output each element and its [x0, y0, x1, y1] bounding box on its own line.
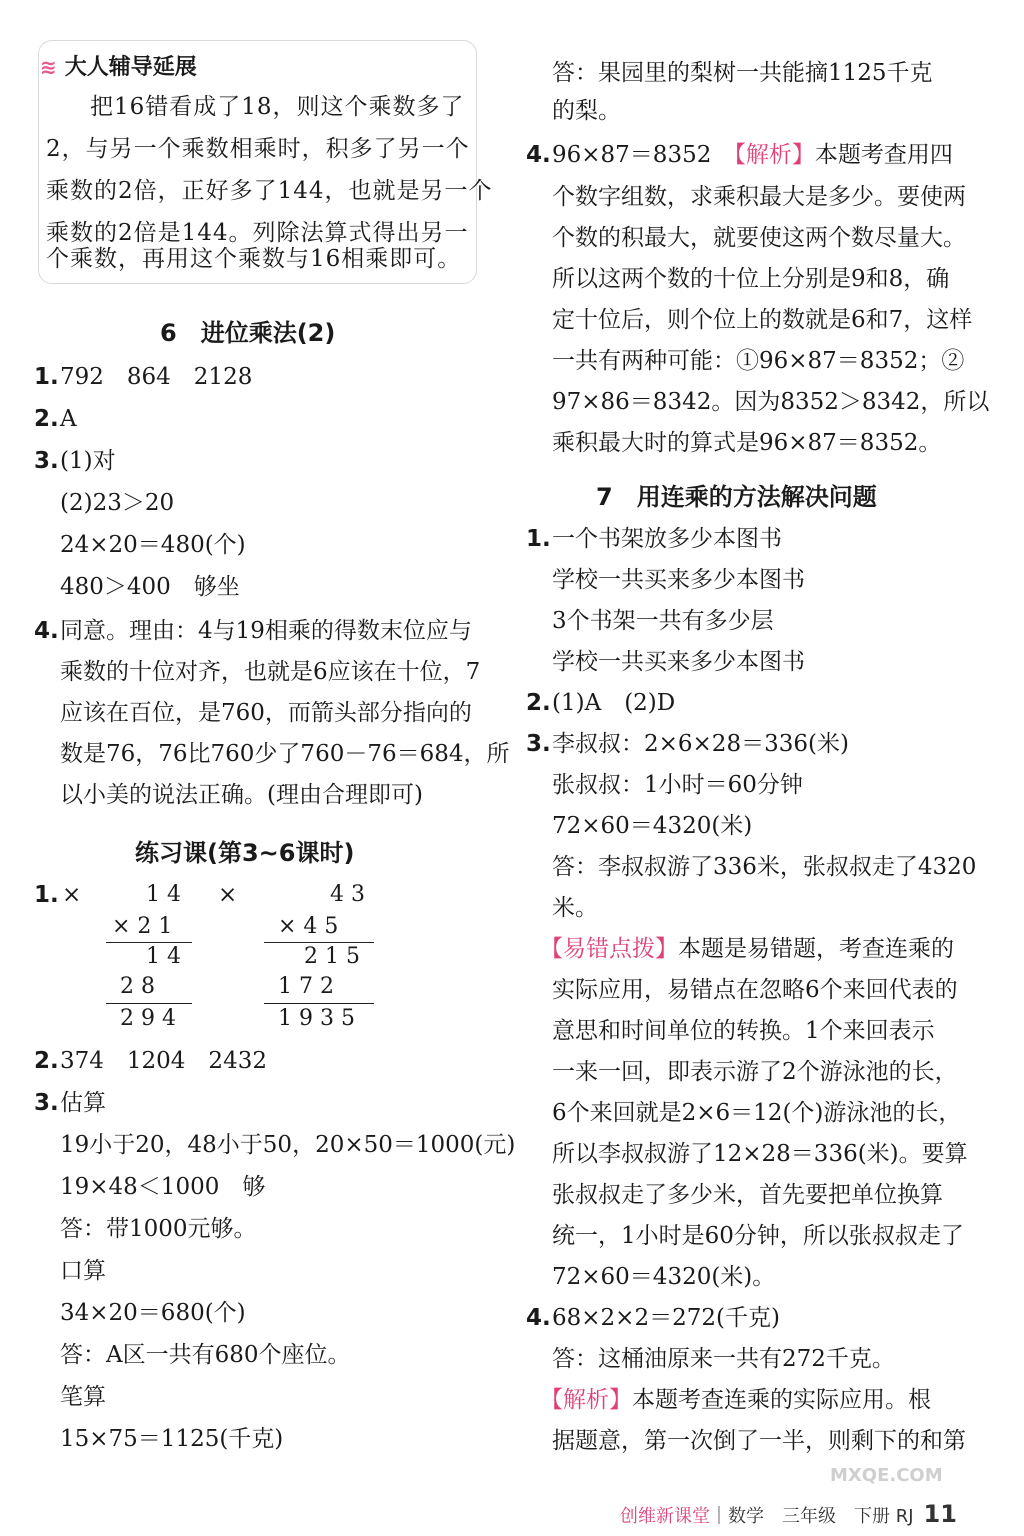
tip-first-line [540, 1385, 931, 1415]
answer-text: 19小于20，48小于50，20×50＝1000(元) [60, 1132, 516, 1158]
analysis-line: 乘积最大时的算式是96×87＝8352。 [552, 430, 942, 456]
answer-number: 3. [34, 448, 59, 474]
calc1-line: × 2 1 [112, 914, 173, 939]
tip-line: 意思和时间单位的转换。1个来回表示 [552, 1018, 935, 1044]
section-title: 6 进位乘法(2) [160, 319, 336, 347]
wrong-mark: × [218, 882, 238, 908]
answer-text: 68×2×2＝272(千克) [552, 1305, 780, 1331]
watermark: MXQE.COM [830, 1465, 943, 1486]
answer-text: (1)A (2)D [552, 690, 676, 716]
section-title: 练习课(第3~6课时) [135, 839, 355, 867]
analysis-line: 个数字组数，求乘积最大是多少。要使两 [552, 184, 966, 210]
answer-text: 以小美的说法正确。(理由合理即可) [60, 782, 423, 808]
analysis-tag: 【解析】 [540, 1387, 632, 1413]
answer-text: 米。 [552, 895, 598, 921]
answer-text: 李叔叔：2×6×28＝336(米) [552, 731, 849, 757]
tip-line: 一来一回，即表示游了2个游泳池的长， [552, 1059, 958, 1085]
error-tip-tag: 【易错点拨】 [540, 936, 678, 962]
answer-number: 3. [526, 731, 551, 757]
tip-heading [40, 50, 197, 81]
answer-number: 4. [526, 142, 551, 168]
answer-text: (2)23＞20 [60, 490, 175, 516]
calc2-line: 1 9 3 5 [278, 1006, 355, 1031]
answer-main: 96×87＝8352 [552, 142, 712, 168]
analysis-line: 97×86＝8342。因为8352＞8342，所以 [552, 389, 990, 415]
analysis-line: 个数的积最大，就要使这两个数尽量大。 [552, 225, 966, 251]
tip-text: 本题考查连乘的实际应用。根 [632, 1387, 931, 1413]
answer-text: 笔算 [60, 1384, 106, 1410]
answer-text: 15×75＝1125(千克) [60, 1426, 284, 1452]
answer-text: 答：这桶油原来一共有272千克。 [552, 1346, 895, 1372]
calc2-line: 1 7 2 [278, 974, 334, 999]
answer-text: 学校一共买来多少本图书 [552, 567, 805, 593]
answer-number: 1. [34, 364, 59, 390]
tip-line: 据题意，第一次倒了一半，则剩下的和第 [552, 1428, 966, 1454]
answer-number: 4. [526, 1305, 551, 1331]
tip-line: 把16错看成了18，则这个乘数多了 [90, 94, 465, 120]
answer-text: A [60, 406, 77, 432]
answer-text: (1)对 [60, 448, 116, 474]
answer-number: 3. [34, 1090, 59, 1116]
book-info: 数学 三年级 下册 RJ [728, 1506, 914, 1527]
tip-line: 乘数的2倍，正好多了144，也就是另一个 [46, 178, 493, 204]
tip-line: 个乘数，再用这个乘数与16相乘即可。 [46, 246, 462, 272]
answer-text: 答：果园里的梨树一共能摘1125千克 [552, 60, 933, 86]
analysis-line: 定十位后，则个位上的数就是6和7，这样 [552, 307, 973, 333]
answer-text: 792 864 2128 [60, 364, 253, 390]
tip-line: 实际应用，易错点在忽略6个来回代表的 [552, 977, 958, 1003]
answer-number: 2. [526, 690, 551, 716]
answer-number: 1. [34, 882, 59, 908]
answer-text: 480＞400 够坐 [60, 574, 240, 600]
answer-text: 一个书架放多少本图书 [552, 526, 782, 552]
calc2-line: × 4 5 [278, 914, 339, 939]
section-title: 7 用连乘的方法解决问题 [596, 483, 877, 511]
tip-line: 乘数的2倍是144。列除法算式得出另一 [46, 220, 469, 246]
answer-text: 同意。理由：4与19相乘的得数末位应与 [60, 618, 472, 644]
answer-text: 乘数的十位对齐，也就是6应该在十位，7 [60, 659, 481, 685]
analysis-text: 本题考查用四 [814, 142, 953, 168]
answer-text: 72×60＝4320(米) [552, 813, 753, 839]
tip-text: 本题是易错题，考查连乘的 [678, 936, 954, 962]
answer-text: 答：带1000元够。 [60, 1216, 257, 1242]
answer-text: 口算 [60, 1258, 106, 1284]
tip-line: 6个来回就是2×6＝12(个)游泳池的长， [552, 1100, 962, 1126]
wave-icon: ≋ [40, 55, 57, 79]
tip-line: 张叔叔走了多少米，首先要把单位换算 [552, 1182, 943, 1208]
answer-text: 34×20＝680(个) [60, 1300, 246, 1326]
answer-number: 2. [34, 406, 59, 432]
answer-text: 3个书架一共有多少层 [552, 608, 774, 634]
tip-line: 72×60＝4320(米)。 [552, 1264, 776, 1290]
answer-text: 答：A区一共有680个座位。 [60, 1342, 351, 1368]
brand-name: 创维新课堂 [620, 1506, 710, 1527]
analysis-line: 所以这两个数的十位上分别是9和8，确 [552, 266, 950, 292]
answer-text: 24×20＝480(个) [60, 532, 246, 558]
analysis-line: 一共有两种可能：①96×87＝8352；② [552, 348, 965, 374]
tip-line: 统一，1小时是60分钟，所以张叔叔走了 [552, 1223, 964, 1249]
tip-line: 2，与另一个乘数相乘时，积多了另一个 [46, 136, 470, 162]
page-footer: 创维新课堂｜数学 三年级 下册 RJ 11 [620, 1500, 957, 1528]
answer-text: 估算 [60, 1090, 106, 1116]
answer-text: 学校一共买来多少本图书 [552, 649, 805, 675]
answer-text: 数是76，76比760少了760－76＝684，所 [60, 741, 510, 767]
calc1-line: 2 9 4 [120, 1006, 176, 1031]
calc1-line: 1 4 [146, 882, 181, 907]
answer-text [552, 140, 953, 170]
calc1-line: 2 8 [120, 974, 155, 999]
answer-number: 1. [526, 526, 551, 552]
calc1-line: 1 4 [146, 944, 181, 969]
tip-title: 大人辅导延展 [64, 55, 197, 80]
answer-number: 4. [34, 618, 59, 644]
wrong-mark: × [62, 882, 82, 908]
page-number: 11 [923, 1500, 957, 1528]
answer-number: 2. [34, 1048, 59, 1074]
calc2-line: 4 3 [330, 882, 365, 907]
answer-text: 的梨。 [552, 98, 621, 124]
answer-text: 答：李叔叔游了336米，张叔叔走了4320 [552, 854, 977, 880]
answer-text: 374 1204 2432 [60, 1048, 267, 1074]
answer-text: 张叔叔：1小时＝60分钟 [552, 772, 803, 798]
calc2-line: 2 1 5 [304, 944, 360, 969]
analysis-tag: 【解析】 [734, 142, 815, 168]
answer-text: 应该在百位，是760，而箭头部分指向的 [60, 700, 472, 726]
tip-first-line [540, 934, 954, 964]
tip-line: 所以李叔叔游了12×28＝336(米)。要算 [552, 1141, 968, 1167]
answer-text: 19×48＜1000 够 [60, 1174, 266, 1200]
